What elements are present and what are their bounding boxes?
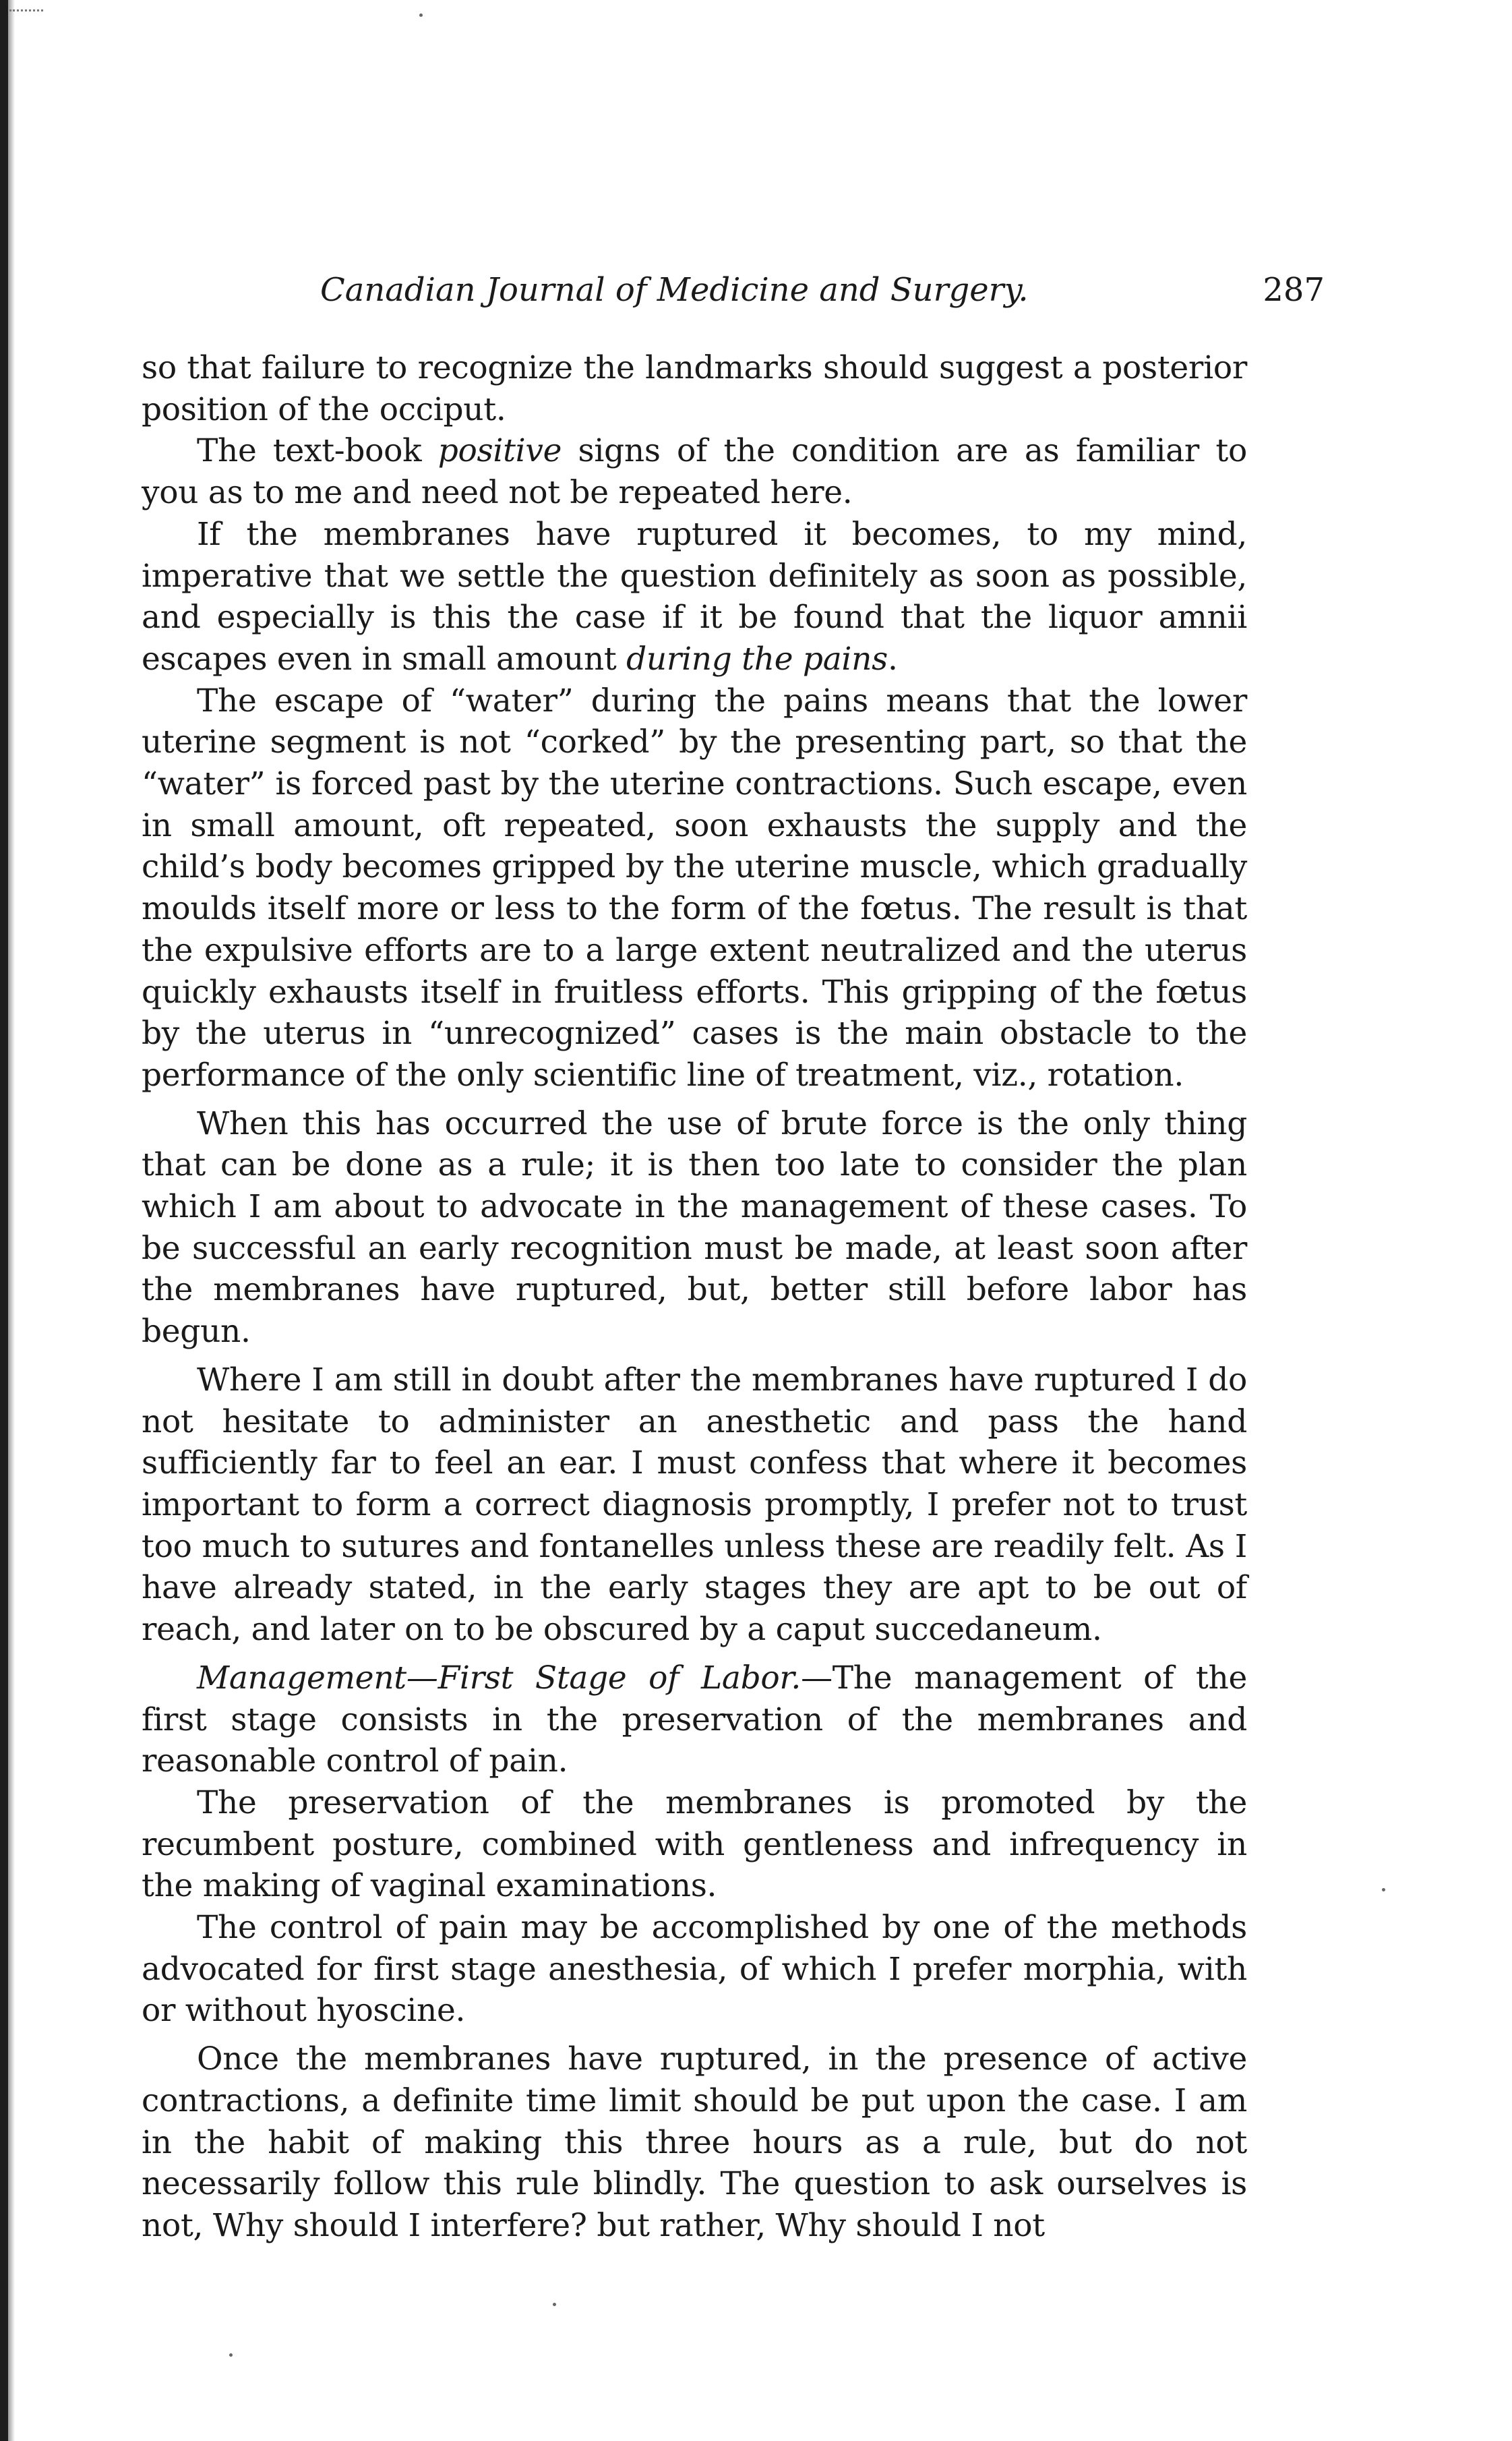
paragraph-4 bbox=[142, 680, 1247, 1096]
paragraph-2-text-b: signs of the condition are as familiar to you as to me and need not be repeated here. bbox=[142, 432, 1247, 512]
paragraph-5 bbox=[142, 1103, 1247, 1353]
paragraph-1-text: so that failure to recognize the landmarks should suggest a posterior position of the occiput. bbox=[142, 349, 1247, 428]
paragraph-5-text: When this has occurred the use of brute force is the only thing that can be done as a rule; it is then too late to consider the plan which I am about to advocate in the management of these cases. To be successful an early recognition must be made, at least soon after the membranes have ruptured, but, better still before labor has begun. bbox=[142, 1105, 1247, 1351]
page-number: 287 bbox=[1263, 271, 1325, 309]
paragraph-7-text: —The management of the first stage consists in the preservation of the membranes and reasonable control of pain. bbox=[142, 1659, 1247, 1780]
paragraph-3-text-a: If the membranes have ruptured it becomes, to my mind, imperative that we settle the question definitely as soon as possible, and especially is this the case if it be found that the liquor amnii escapes even in small amount bbox=[142, 515, 1247, 678]
paragraph-9-text: The control of pain may be accomplished by one of the methods advocated for first stage anesthesia, of which I prefer morphia, with or without hyoscine. bbox=[142, 1909, 1247, 2030]
paragraph-6-text: Where I am still in doubt after the membranes have ruptured I do not hesitate to administer an anesthetic and pass the hand sufficiently far to feel an ear. I must confess that where it becomes important to form a correct diagnosis promptly, I prefer not to trust too much to sutures and fontanelles unless these are readily felt. As I have already stated, in the early stages they are apt to be out of reach, and later on to be obscured by a caput succedaneum. bbox=[142, 1361, 1247, 1649]
article-body bbox=[142, 347, 1247, 2247]
paragraph-7 bbox=[142, 1657, 1247, 1782]
paragraph-6 bbox=[142, 1359, 1247, 1651]
scan-speck bbox=[1382, 1888, 1385, 1891]
paragraph-4-text: The escape of “water” during the pains means that the lower uterine segment is not “corked” by the presenting part, so that the “water” is forced past by the uterine contractions. Such escape, even in small amount, oft repeated, soon exhausts the supply and the child’s body becomes gripped by the uterine muscle, which gradually moulds itself more or less to the form of the fœtus. The result is that the expulsive efforts are to a large extent neutralized and the uterus quickly exhausts itself in fruitless efforts. This gripping of the fœtus by the uterus in “unrecognized” cases is the main obstacle to the performance of the only scientific line of treatment, viz., rotation. bbox=[142, 682, 1247, 1094]
section-heading-management: Management—First Stage of Labor. bbox=[197, 1659, 802, 1697]
scan-speck bbox=[229, 2353, 233, 2357]
paragraph-3-italic: during the pains bbox=[626, 640, 888, 678]
scan-speck bbox=[419, 13, 423, 17]
paragraph-2-text-a: The text-book bbox=[197, 432, 438, 470]
paragraph-3-text-b: . bbox=[887, 640, 898, 678]
paragraph-2 bbox=[142, 430, 1247, 513]
paragraph-8 bbox=[142, 1782, 1247, 1907]
paragraph-3 bbox=[142, 514, 1247, 680]
paragraph-10 bbox=[142, 2038, 1247, 2247]
running-header bbox=[320, 270, 1325, 317]
paragraph-10-text: Once the membranes have ruptured, in the presence of active contractions, a definite time limit should be put upon the case. I am in the habit of making this three hours as a rule, but do not necessarily follow this rule blindly. The question to ask ourselves is not, Why should I interfere? but rather, Why should I not bbox=[142, 2040, 1247, 2244]
paragraph-2-italic: positive bbox=[437, 432, 562, 470]
paragraph-8-text: The preservation of the membranes is promoted by the recumbent posture, combined with gentleness and infrequency in the making of vaginal examinations. bbox=[142, 1784, 1247, 1905]
paragraph-9 bbox=[142, 1907, 1247, 2032]
scan-speck bbox=[553, 2303, 556, 2306]
paragraph-1 bbox=[142, 347, 1247, 430]
journal-title: Canadian Journal of Medicine and Surgery. bbox=[320, 271, 1029, 309]
